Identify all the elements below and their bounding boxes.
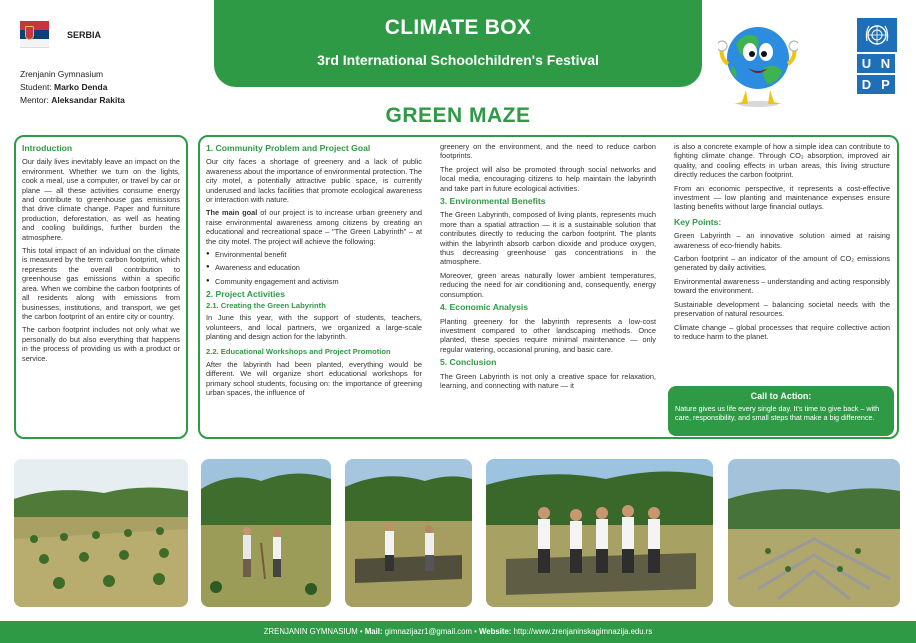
undp-letter-u: U: [857, 54, 876, 73]
section-5-paragraph: The Green Labyrinth is not only a creative space for relaxation, learning, and connecting with nature — it: [440, 371, 656, 390]
school-name: Zrenjanin Gymnasium: [20, 69, 104, 79]
call-to-action-box: [668, 386, 894, 436]
poster-title: GREEN MAZE: [385, 104, 531, 127]
school-info: [20, 68, 125, 107]
footer-separator: •: [359, 627, 363, 636]
economic-perspective-paragraph: From an economic perspective, it represents a cost-effective investment — low planting and maintenance expenses ensure lasting benefits without large financial outlays.: [674, 183, 890, 212]
photo-digging: [201, 459, 331, 607]
section-2-2-continued: greenery on the environment, and the need to reduce carbon footprints.: [440, 142, 656, 161]
goal-list: [206, 250, 422, 286]
call-to-action-title: Call to Action:: [750, 391, 812, 401]
undp-letter-n: N: [876, 54, 895, 73]
key-point: Climate change – global processes that require collective action to reduce harm to the planet.: [674, 322, 890, 341]
key-point: Sustainable development – balancing societal needs with the preservation of natural resources.: [674, 299, 890, 319]
key-points-heading: Key Points:: [674, 216, 722, 227]
footer-school: ZRENJANIN GYMNASIUM: [263, 627, 358, 636]
header-banner: [214, 0, 702, 87]
intro-paragraph-1: Our daily lives inevitably leave an impact on the environment. Whether we turn on the lights, cook a meal, use a computer, or travel by car or plane — all these activities consume energy and contribute to greenhouse gas emissions that drive climate change. Paper and furniture production, deforestation, as well as heating and cooling buildings, further burden the atmosphere.: [22, 157, 180, 242]
photo-group: [486, 459, 713, 607]
footer-web-link[interactable]: http://www.zrenjaninskagimnazija.edu.rs: [513, 627, 653, 636]
column-2: [440, 142, 656, 394]
student-label: Student:: [20, 82, 52, 92]
key-point: Green Labyrinth – an innovative solution aimed at raising awareness of eco-friendly habits.: [674, 231, 890, 250]
section-3-paragraph-2: Moreover, green areas naturally lower ambient temperatures, reducing the need for air conditioning and, consequently, energy consumption.: [440, 270, 656, 299]
section-2-2-paragraph: After the labyrinth had been planted, everything would be different. We will organize short educational workshops for primary school students, focusing on: the importance of greening urban spaces, the influence of: [206, 359, 422, 397]
serbia-flag-icon: [20, 21, 49, 48]
student-name: Marko Denda: [54, 82, 108, 92]
key-point: Environmental awareness – understanding and acting responsibly toward the environment.: [674, 276, 890, 296]
main-goal-label: The main goal: [206, 208, 258, 218]
mentor-label: Mentor:: [20, 95, 49, 105]
intro-paragraph-2: This total impact of an individual on the climate is measured by the term carbon footprint, which represents the overall contribution to greenhouse gas emissions within a specific area. When we combine the carbon footprints of all residents along with emissions from businesses, institutions, and transport, we get the carbon footprint of an entire city or country.: [22, 246, 180, 321]
section-1-paragraph-2: [206, 208, 422, 246]
list-item: ● Environmental benefit: [206, 250, 422, 259]
section-2-2-heading: 2.2. Educational Workshops and Project Promotion: [206, 347, 391, 357]
undp-logo: [857, 18, 897, 100]
column-1: [206, 142, 422, 401]
section-3-heading: 3. Environmental Benefits: [440, 196, 546, 207]
footer-web-label: Website:: [479, 627, 512, 636]
promotion-paragraph: The project will also be promoted through social networks and local media, encouraging citizens to help maintain the labyrinth and take part in future ecological activities.: [440, 164, 656, 193]
photo-maze: [728, 459, 900, 607]
photo-planting: [345, 459, 472, 607]
footer-separator: •: [474, 627, 477, 636]
list-item: ● Community engagement and activism: [206, 277, 422, 286]
globe-mascot-icon: [718, 18, 798, 108]
undp-letter-p: P: [876, 75, 895, 94]
section-2-heading: 2. Project Activities: [206, 289, 285, 300]
section-3-paragraph-1: The Green Labyrinth, composed of living plants, represents much more than a spatial attraction — it is a sustainable solution that contributes directly to reducing the carbon footprint. The plants within the labyrinth absorb carbon dioxide and produce oxygen, thus decreasing greenhouse gas concentrations in the atmosphere.: [440, 210, 656, 267]
photo-field: [14, 459, 188, 607]
main-goal-text: of our project is to increase urban greenery and raise environmental awareness among citizens by creating an educational and recreational space – "The Green Labyrinth" – at the city motel. The project will achieve the following:: [206, 208, 422, 246]
intro-heading: Introduction: [22, 143, 73, 153]
section-2-1-heading: 2.1. Creating the Green Labyrinth: [206, 300, 326, 310]
student-line: [20, 81, 125, 94]
mentor-name: Aleksandar Rakita: [51, 95, 125, 105]
conclusion-continued: is also a concrete example of how a simple idea can contribute to fighting climate change. Through CO₂ absorption, improved air quality, and cooling effects in urban areas, this living structure directly reduces the carbon footprint.: [674, 142, 890, 180]
intro-column: [22, 142, 180, 367]
footer: [0, 621, 916, 643]
banner-title: CLIMATE BOX: [384, 16, 532, 39]
country-label: SERBIA: [67, 30, 102, 40]
section-4-heading: 4. Economic Analysis: [440, 302, 529, 313]
un-emblem-icon: [857, 18, 897, 52]
undp-letter-d: D: [857, 75, 876, 94]
footer-mail-link[interactable]: gimnazijazr1@gmail.com: [384, 627, 472, 636]
key-point: Carbon footprint – an indicator of the amount of CO₂ emissions generated by daily activities.: [674, 254, 890, 273]
banner-subtitle: 3rd International Schoolchildren's Festival: [317, 52, 599, 68]
intro-paragraph-3: The carbon footprint includes not only what we personally do but also everything that happens in the process of providing us with a product or service.: [22, 325, 180, 363]
section-2-1-paragraph: In June this year, with the support of students, teachers, volunteers, and local partners, we organized a large-scale planting and design action for the labyrinth.: [206, 313, 422, 341]
section-4-paragraph: Planting greenery for the labyrinth represents a low-cost investment compared to other landscaping methods. Once planted, these species require minimal maintenance — only regular watering, occasional pruning, and basic care.: [440, 316, 656, 354]
footer-mail-label: Mail:: [364, 627, 383, 636]
list-item: ● Awareness and education: [206, 263, 422, 272]
section-5-heading: 5. Conclusion: [440, 357, 497, 368]
call-to-action-text: Nature gives us life every single day. It's time to give back – with care, responsibility, and small steps that make a big difference.: [675, 404, 880, 422]
section-1-paragraph-1: Our city faces a shortage of greenery and a lack of public awareness about the importance of environmental protection. The city motel, a potentially attractive public space, is currently underused and lacks facilities that promote ecological awareness or interaction with nature.: [206, 157, 422, 205]
section-1-heading: 1. Community Problem and Project Goal: [206, 143, 371, 153]
column-3: [674, 142, 890, 345]
